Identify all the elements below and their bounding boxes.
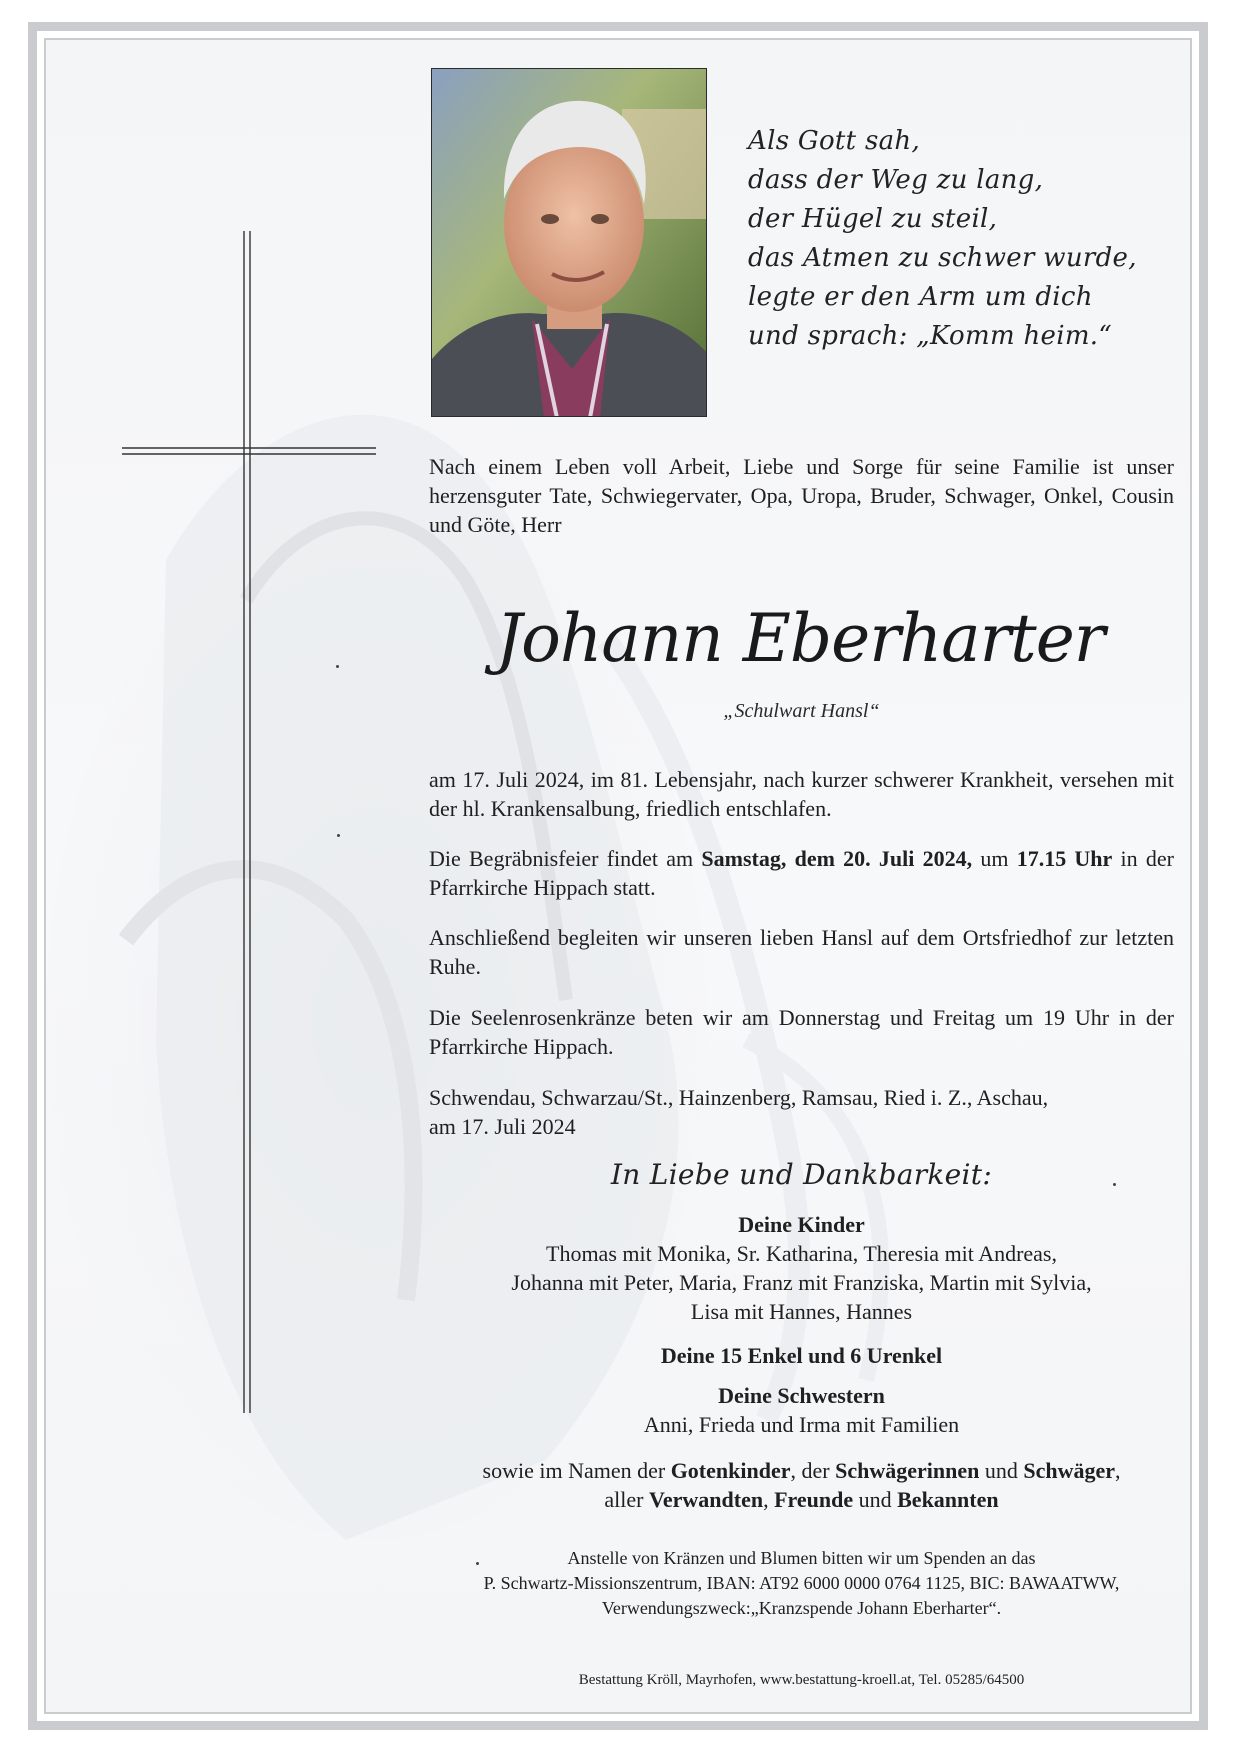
places-line: Schwendau, Schwarzau/St., Hainzenberg, Ramsau, Ried i. Z., Aschau,: [429, 1085, 1049, 1110]
poem-line: Als Gott sah,: [748, 126, 921, 156]
others-line-1: [429, 1456, 1174, 1485]
paper-speck: [336, 665, 339, 668]
paper-speck: [1113, 1183, 1116, 1186]
love-heading: In Liebe und Dankbarkeit:: [610, 1158, 993, 1191]
donation-line: Anstelle von Kränzen und Blumen bitten wir um Spenden an das: [567, 1548, 1036, 1568]
intro-paragraph: Nach einem Leben voll Arbeit, Liebe und Sorge für seine Familie ist unser herzensguter Tate, Schwiegervater, Opa, Uropa, Bruder, Schwager, Onkel, Cousin und Göte, Herr: [429, 454, 1174, 537]
others-bold: Freunde: [774, 1487, 854, 1512]
poem-line: das Atmen zu schwer wurde,: [748, 243, 1137, 273]
others-section: [429, 1456, 1174, 1514]
children-line: Thomas mit Monika, Sr. Katharina, Theresia mit Andreas,: [546, 1241, 1057, 1266]
funeral-paragraph: [429, 844, 1174, 902]
funeral-middle: um: [972, 846, 1017, 871]
funeral-home-footer: Bestattung Kröll, Mayrhofen, www.bestattung-kroell.at, Tel. 05285/64500: [578, 1672, 1025, 1688]
children-line: Lisa mit Hannes, Hannes: [690, 1299, 913, 1324]
portrait-photo: [431, 68, 707, 417]
children-section: [429, 1210, 1174, 1326]
others-text: sowie im Namen der: [482, 1458, 671, 1483]
donation-line: Verwendungszweck:„Kranzspende Johann Eberharter“.: [601, 1598, 1002, 1618]
others-bold: Schwäger: [1023, 1458, 1115, 1483]
poem-line: der Hügel zu steil,: [748, 204, 998, 234]
others-bold: Schwägerinnen: [835, 1458, 980, 1483]
others-bold: Verwandten: [648, 1487, 764, 1512]
funeral-time: 17.15 Uhr: [1016, 846, 1113, 871]
burial-paragraph: Anschließend begleiten wir unseren lieben Hansl auf dem Ortsfriedhof zur letzten Ruhe.: [429, 925, 1174, 979]
deceased-nickname: „Schulwart Hansl“: [723, 700, 880, 722]
others-text: ,: [763, 1487, 775, 1512]
funeral-prefix: Die Begräbnisfeier findet am: [429, 846, 702, 871]
sisters-line: Anni, Frieda und Irma mit Familien: [643, 1412, 960, 1437]
others-text: ,: [1114, 1458, 1121, 1483]
poem-line: legte er den Arm um dich: [748, 282, 1093, 312]
deceased-name: Johann Eberharter: [495, 600, 1105, 677]
children-line: Johanna mit Peter, Maria, Franz mit Franziska, Martin mit Sylvia,: [511, 1270, 1092, 1295]
others-bold: Bekannten: [897, 1487, 999, 1512]
funeral-suffix: in der Pfarrkirche Hippach statt.: [429, 846, 1174, 900]
donation-line: P. Schwartz-Missionszentrum, IBAN: AT92 6000 0000 0764 1125, BIC: BAWAATWW,: [483, 1573, 1120, 1593]
others-text: aller: [604, 1487, 649, 1512]
sisters-section: [429, 1381, 1174, 1439]
sisters-title: Deine Schwestern: [718, 1383, 885, 1408]
poem-line: dass der Weg zu lang,: [748, 165, 1044, 195]
paper-speck: [476, 1562, 479, 1565]
poem: [748, 122, 1168, 356]
children-title: Deine Kinder: [738, 1212, 865, 1237]
paper-speck: [337, 834, 340, 837]
grandchildren-line: Deine 15 Enkel und 6 Urenkel: [660, 1343, 943, 1368]
rosary-paragraph: Die Seelenrosenkränze beten wir am Donnerstag und Freitag um 19 Uhr in der Pfarrkirche Hippach.: [429, 1005, 1174, 1059]
others-text: , der: [790, 1458, 836, 1483]
others-text: und: [979, 1458, 1024, 1483]
donation-section: [429, 1546, 1174, 1621]
places-paragraph: [429, 1083, 1174, 1141]
others-text: und: [853, 1487, 898, 1512]
others-bold: Gotenkinder: [670, 1458, 791, 1483]
places-date: am 17. Juli 2024: [429, 1114, 576, 1139]
funeral-date: Samstag, dem 20. Juli 2024,: [701, 846, 973, 871]
death-paragraph: am 17. Juli 2024, im 81. Lebensjahr, nach kurzer schwerer Krankheit, versehen mit der hl. Krankensalbung, friedlich entschlafen.: [429, 767, 1174, 821]
others-line-2: [429, 1485, 1174, 1514]
poem-line: und sprach: „Komm heim.“: [748, 321, 1112, 351]
